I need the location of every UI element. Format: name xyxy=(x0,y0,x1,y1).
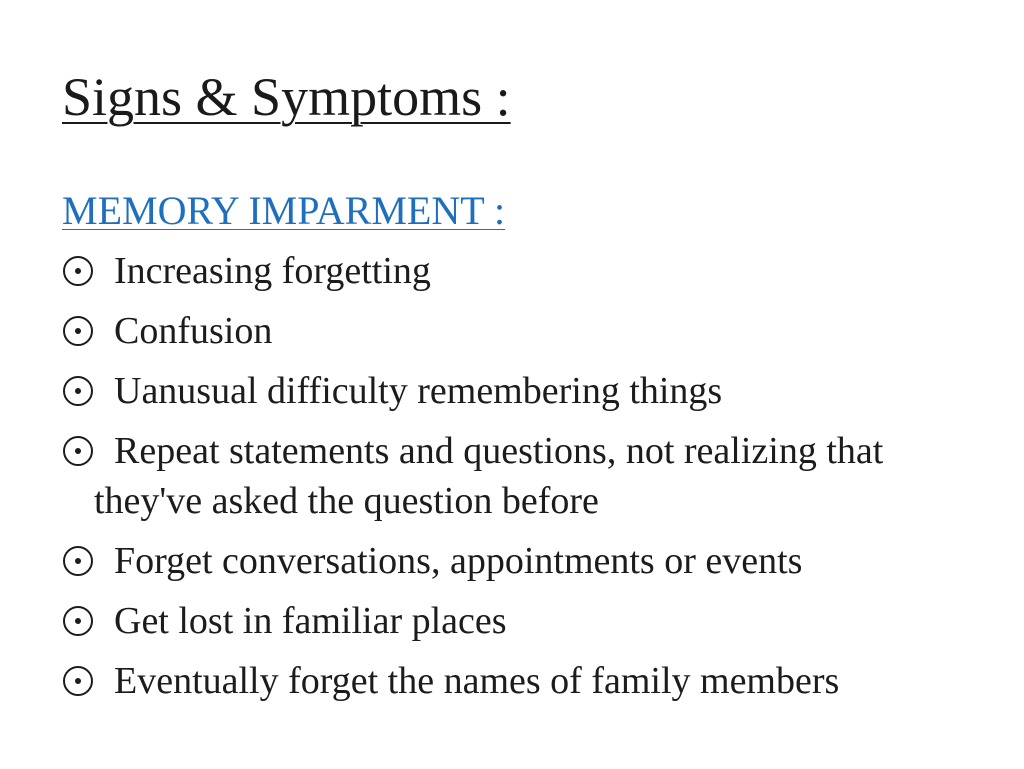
circled-dot-icon xyxy=(62,315,94,347)
list-item xyxy=(62,536,982,586)
list-item-text: Get lost in familiar places xyxy=(114,600,507,642)
circled-dot-icon xyxy=(62,665,94,697)
symptom-list xyxy=(62,246,982,716)
list-item xyxy=(62,426,982,526)
list-item xyxy=(62,366,982,416)
slide-title: Signs & Symptoms : xyxy=(62,67,511,127)
circled-dot-icon xyxy=(62,545,94,577)
section-heading: MEMORY IMPARMENT : xyxy=(62,188,506,233)
circled-dot-icon xyxy=(62,435,94,467)
list-item-text: Increasing forgetting xyxy=(114,250,431,292)
list-item xyxy=(62,656,982,706)
list-item xyxy=(62,306,982,356)
list-item xyxy=(62,596,982,646)
list-item xyxy=(62,246,982,296)
list-item-text: Repeat statements and questions, not realizing that they've asked the question before xyxy=(94,430,884,522)
circled-dot-icon xyxy=(62,255,94,287)
list-item-text: Eventually forget the names of family members xyxy=(114,660,840,702)
list-item-text: Confusion xyxy=(114,310,273,352)
circled-dot-icon xyxy=(62,375,94,407)
circled-dot-icon xyxy=(62,605,94,637)
list-item-text: Uanusual difficulty remembering things xyxy=(114,370,723,412)
list-item-text: Forget conversations, appointments or events xyxy=(114,540,803,582)
